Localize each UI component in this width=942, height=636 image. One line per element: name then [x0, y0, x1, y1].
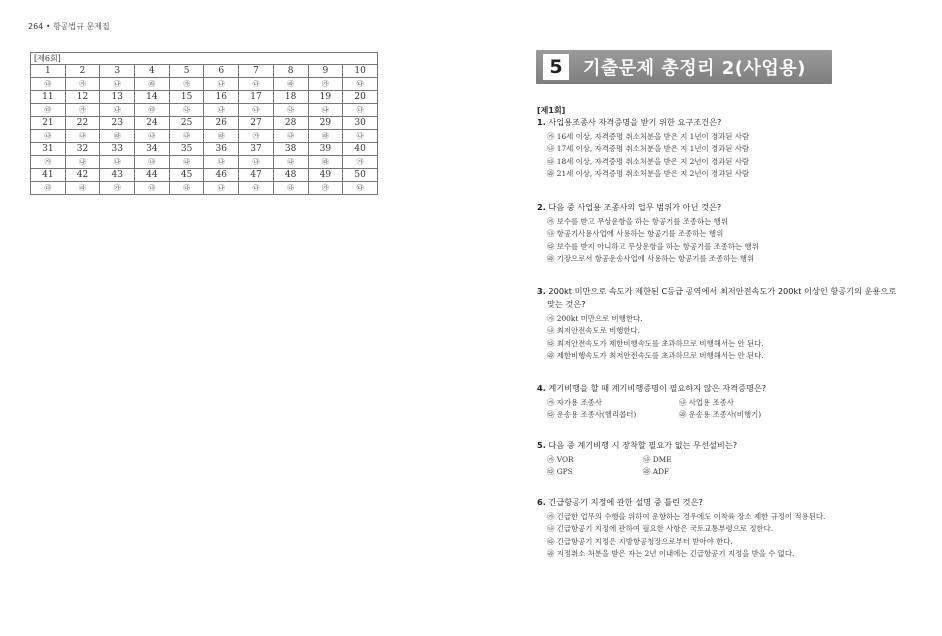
- answer-row: [31, 182, 378, 195]
- question-number-cell: 23: [100, 117, 135, 130]
- answer-cell: ㉯: [239, 182, 274, 195]
- question-text-continued: 맞는 것은?: [547, 299, 586, 309]
- question-2: [537, 201, 907, 266]
- chapter-number: 5: [543, 54, 569, 80]
- answer-cell: ㉯: [308, 104, 343, 117]
- question-text: 계기비행을 할 때 계기비행증명이 필요하지 않은 자격증명은?: [548, 383, 767, 393]
- question-number-cell: 48: [273, 169, 308, 182]
- question-number: 4.: [537, 383, 546, 393]
- question-number-row: [31, 65, 378, 78]
- running-head: 264 • 항공법규 문제집: [28, 22, 110, 31]
- question-number: 1.: [537, 117, 546, 127]
- question-number-row: [31, 143, 378, 156]
- answer-row: [31, 78, 378, 91]
- option: ㉰ 긴급항공기 지정은 지방항공청장으로부터 받아야 한다.: [547, 536, 733, 546]
- answer-cell: ㉮: [65, 78, 100, 91]
- answer-cell: ㉱: [135, 78, 170, 91]
- question-number-cell: 2: [65, 65, 100, 78]
- question-number-cell: 6: [204, 65, 239, 78]
- option: ㉮ VOR: [547, 455, 574, 464]
- question-number-cell: 32: [65, 143, 100, 156]
- answer-cell: ㉯: [204, 78, 239, 91]
- option: ㉯ 최저안전속도로 비행한다.: [547, 326, 640, 336]
- answer-cell: ㉱: [273, 78, 308, 91]
- right-page: [471, 0, 942, 636]
- question-number-cell: 20: [343, 91, 378, 104]
- answer-cell: ㉯: [31, 78, 66, 91]
- option: ㉮ 보수를 받고 무상운항을 하는 항공기를 조종하는 행위: [547, 217, 728, 226]
- answer-cell: ㉯: [65, 156, 100, 169]
- answer-cell: ㉱: [204, 130, 239, 143]
- answer-cell: ㉮: [239, 130, 274, 143]
- answer-cell: ㉮: [31, 156, 66, 169]
- option: ㉰ 운송용 조종사(헬리콥터): [547, 410, 637, 420]
- answer-cell: ㉯: [100, 156, 135, 169]
- answer-cell: ㉮: [343, 156, 378, 169]
- answer-cell: ㉯: [135, 182, 170, 195]
- question-number-cell: 50: [343, 169, 378, 182]
- option: ㉰ GPS: [547, 467, 573, 477]
- answer-cell: ㉱: [308, 130, 343, 143]
- question-number-row: [31, 91, 378, 104]
- question-number-cell: 34: [135, 143, 170, 156]
- question-number: 6.: [537, 497, 546, 507]
- option: ㉱ ADF: [643, 467, 670, 477]
- answer-cell: ㉯: [204, 182, 239, 195]
- answer-cell: ㉮: [100, 182, 135, 195]
- question-number-cell: 17: [239, 91, 274, 104]
- question-text: 200kt 미만으로 속도가 제한된 C등급 공역에서 최저안전속도가 200kt 이상인 항공기의 운용으로: [548, 286, 897, 296]
- answer-cell: ㉯: [100, 104, 135, 117]
- question-number-cell: 12: [65, 91, 100, 104]
- option: ㉯ 항공기사용사업에 사용하는 항공기를 조종하는 행위: [547, 229, 724, 239]
- question-1: [537, 116, 907, 181]
- chapter-banner: [536, 50, 832, 84]
- question-number-cell: 8: [273, 65, 308, 78]
- question-number-cell: 36: [204, 143, 239, 156]
- question-number-cell: 18: [273, 91, 308, 104]
- answer-cell: ㉯: [169, 182, 204, 195]
- question-number-cell: 25: [169, 117, 204, 130]
- option: ㉯ 사업용 조종사: [679, 398, 734, 407]
- answer-cell: ㉯: [31, 130, 66, 143]
- answer-cell: ㉯: [273, 130, 308, 143]
- answer-row: [31, 156, 378, 169]
- answer-cell: ㉯: [343, 78, 378, 91]
- question-number-cell: 33: [100, 143, 135, 156]
- answer-rows: [31, 65, 378, 195]
- section-label: [제1회]: [537, 106, 566, 115]
- question-number-cell: 39: [308, 143, 343, 156]
- option: ㉰ 보수를 받지 아니하고 무상운항을 하는 항공기를 조종하는 행위: [547, 241, 759, 251]
- option: ㉱ 운송용 조종사(비행기): [679, 410, 762, 420]
- answer-cell: ㉯: [100, 78, 135, 91]
- answer-cell: ㉱: [308, 156, 343, 169]
- question-number-cell: 5: [169, 65, 204, 78]
- question-number-cell: 35: [169, 143, 204, 156]
- question-number-cell: 24: [135, 117, 170, 130]
- answer-cell: ㉯: [204, 156, 239, 169]
- question-number-cell: 16: [204, 91, 239, 104]
- question-number-cell: 29: [308, 117, 343, 130]
- question-number-cell: 49: [308, 169, 343, 182]
- answer-cell: ㉯: [343, 130, 378, 143]
- table-caption: [제6회]: [31, 53, 378, 65]
- option: ㉮ 자가용 조종사: [547, 398, 602, 407]
- answer-cell: ㉱: [65, 182, 100, 195]
- question-number-cell: 1: [31, 65, 66, 78]
- question-number-row: [31, 117, 378, 130]
- question-number-cell: 44: [135, 169, 170, 182]
- answer-cell: ㉯: [239, 156, 274, 169]
- question-number-cell: 19: [308, 91, 343, 104]
- option: ㉮ 16세 이상, 자격증명 취소처분을 받은 지 1년이 경과된 사람: [547, 132, 750, 141]
- option: ㉰ 18세 이상, 자격증명 취소처분을 받은 지 2년이 경과된 사람: [547, 156, 750, 166]
- answer-cell: ㉯: [204, 104, 239, 117]
- question-number-cell: 40: [343, 143, 378, 156]
- answer-cell: ㉯: [169, 156, 204, 169]
- question-number-cell: 28: [273, 117, 308, 130]
- question-number: 2.: [537, 202, 546, 212]
- question-number-cell: 27: [239, 117, 274, 130]
- question-number-cell: 47: [239, 169, 274, 182]
- answer-cell: ㉮: [169, 78, 204, 91]
- option: ㉯ 긴급항공기 지정에 관하여 필요한 사항은 국토교통부령으로 정한다.: [547, 524, 774, 534]
- chapter-title: 기출문제 총정리 2(사업용): [583, 58, 806, 79]
- question-number-cell: 43: [100, 169, 135, 182]
- answer-cell: ㉯: [65, 130, 100, 143]
- answer-cell: ㉯: [343, 104, 378, 117]
- answer-cell: ㉯: [343, 182, 378, 195]
- answer-cell: ㉰: [135, 104, 170, 117]
- option: ㉯ DME: [643, 455, 672, 464]
- question-number-cell: 4: [135, 65, 170, 78]
- question-6: [537, 496, 932, 561]
- question-text: 사업용조종사 자격증명을 받기 위한 요구조건은?: [548, 117, 722, 127]
- answer-cell: ㉮: [308, 78, 343, 91]
- option: ㉱ 제한비행속도가 최저안전속도를 초과하므로 비행해서는 안 된다.: [547, 351, 764, 361]
- question-number-cell: 26: [204, 117, 239, 130]
- answer-cell: ㉯: [273, 104, 308, 117]
- question-number-cell: 22: [65, 117, 100, 130]
- answer-cell: ㉯: [239, 104, 274, 117]
- option: ㉱ 21세 이상, 자격증명 취소처분을 받은 지 2년이 경과된 사람: [547, 169, 750, 179]
- question-number-cell: 13: [100, 91, 135, 104]
- answer-cell: ㉯: [135, 130, 170, 143]
- question-number-cell: 37: [239, 143, 274, 156]
- option: ㉱ 지정취소 처분을 받은 자는 2년 이내에는 긴급항공기 지정을 받을 수 없다.: [547, 549, 795, 559]
- option: ㉱ 기장으로서 항공운송사업에 사용하는 항공기를 조종하는 행위: [547, 254, 755, 264]
- question-number-cell: 10: [343, 65, 378, 78]
- question-text: 긴급항공기 지정에 관한 설명 중 틀린 것은?: [548, 497, 703, 507]
- question-number-cell: 14: [135, 91, 170, 104]
- question-number-cell: 30: [343, 117, 378, 130]
- question-number-cell: 3: [100, 65, 135, 78]
- question-number-cell: 41: [31, 169, 66, 182]
- question-number-row: [31, 169, 378, 182]
- question-number-cell: 31: [31, 143, 66, 156]
- question-text: 다음 중 계기비행 시 장착할 필요가 없는 무선설비는?: [548, 440, 738, 450]
- answer-key-table: [30, 52, 378, 195]
- answer-cell: ㉯: [169, 104, 204, 117]
- answer-cell: ㉯: [273, 156, 308, 169]
- answer-cell: ㉯: [169, 130, 204, 143]
- question-number: 3.: [537, 286, 546, 296]
- option: ㉮ 긴급한 업무의 수행을 위하여 운항하는 경우에도 이착륙 장소 제한 규정이 적용된다.: [547, 512, 826, 521]
- option: ㉰ 최저안전속도가 제한비행속도를 초과하므로 비행해서는 안 된다.: [547, 338, 764, 348]
- question-4: [537, 382, 907, 422]
- answer-cell: ㉮: [308, 182, 343, 195]
- question-3: [537, 285, 927, 363]
- answer-row: [31, 130, 378, 143]
- question-number-cell: 42: [65, 169, 100, 182]
- option: ㉯ 17세 이상, 자격증명 취소처분을 받은 지 1년이 경과된 사람: [547, 144, 750, 154]
- answer-cell: ㉯: [239, 78, 274, 91]
- question-number-cell: 45: [169, 169, 204, 182]
- question-number-cell: 9: [308, 65, 343, 78]
- question-5: [537, 439, 907, 479]
- question-number: 5.: [537, 440, 546, 450]
- answer-cell: ㉯: [135, 156, 170, 169]
- answer-cell: ㉰: [31, 182, 66, 195]
- answer-row: [31, 104, 378, 117]
- answer-cell: ㉰: [31, 104, 66, 117]
- question-number-cell: 46: [204, 169, 239, 182]
- option: ㉮ 200kt 미만으로 비행한다.: [547, 314, 643, 323]
- question-text: 다음 중 사업용 조종사의 업무 범위가 아닌 것은?: [548, 202, 722, 212]
- answer-cell: ㉯: [273, 182, 308, 195]
- question-number-cell: 21: [31, 117, 66, 130]
- answer-cell: ㉱: [100, 130, 135, 143]
- question-number-cell: 11: [31, 91, 66, 104]
- question-number-cell: 15: [169, 91, 204, 104]
- question-number-cell: 38: [273, 143, 308, 156]
- question-number-cell: 7: [239, 65, 274, 78]
- answer-cell: ㉮: [65, 104, 100, 117]
